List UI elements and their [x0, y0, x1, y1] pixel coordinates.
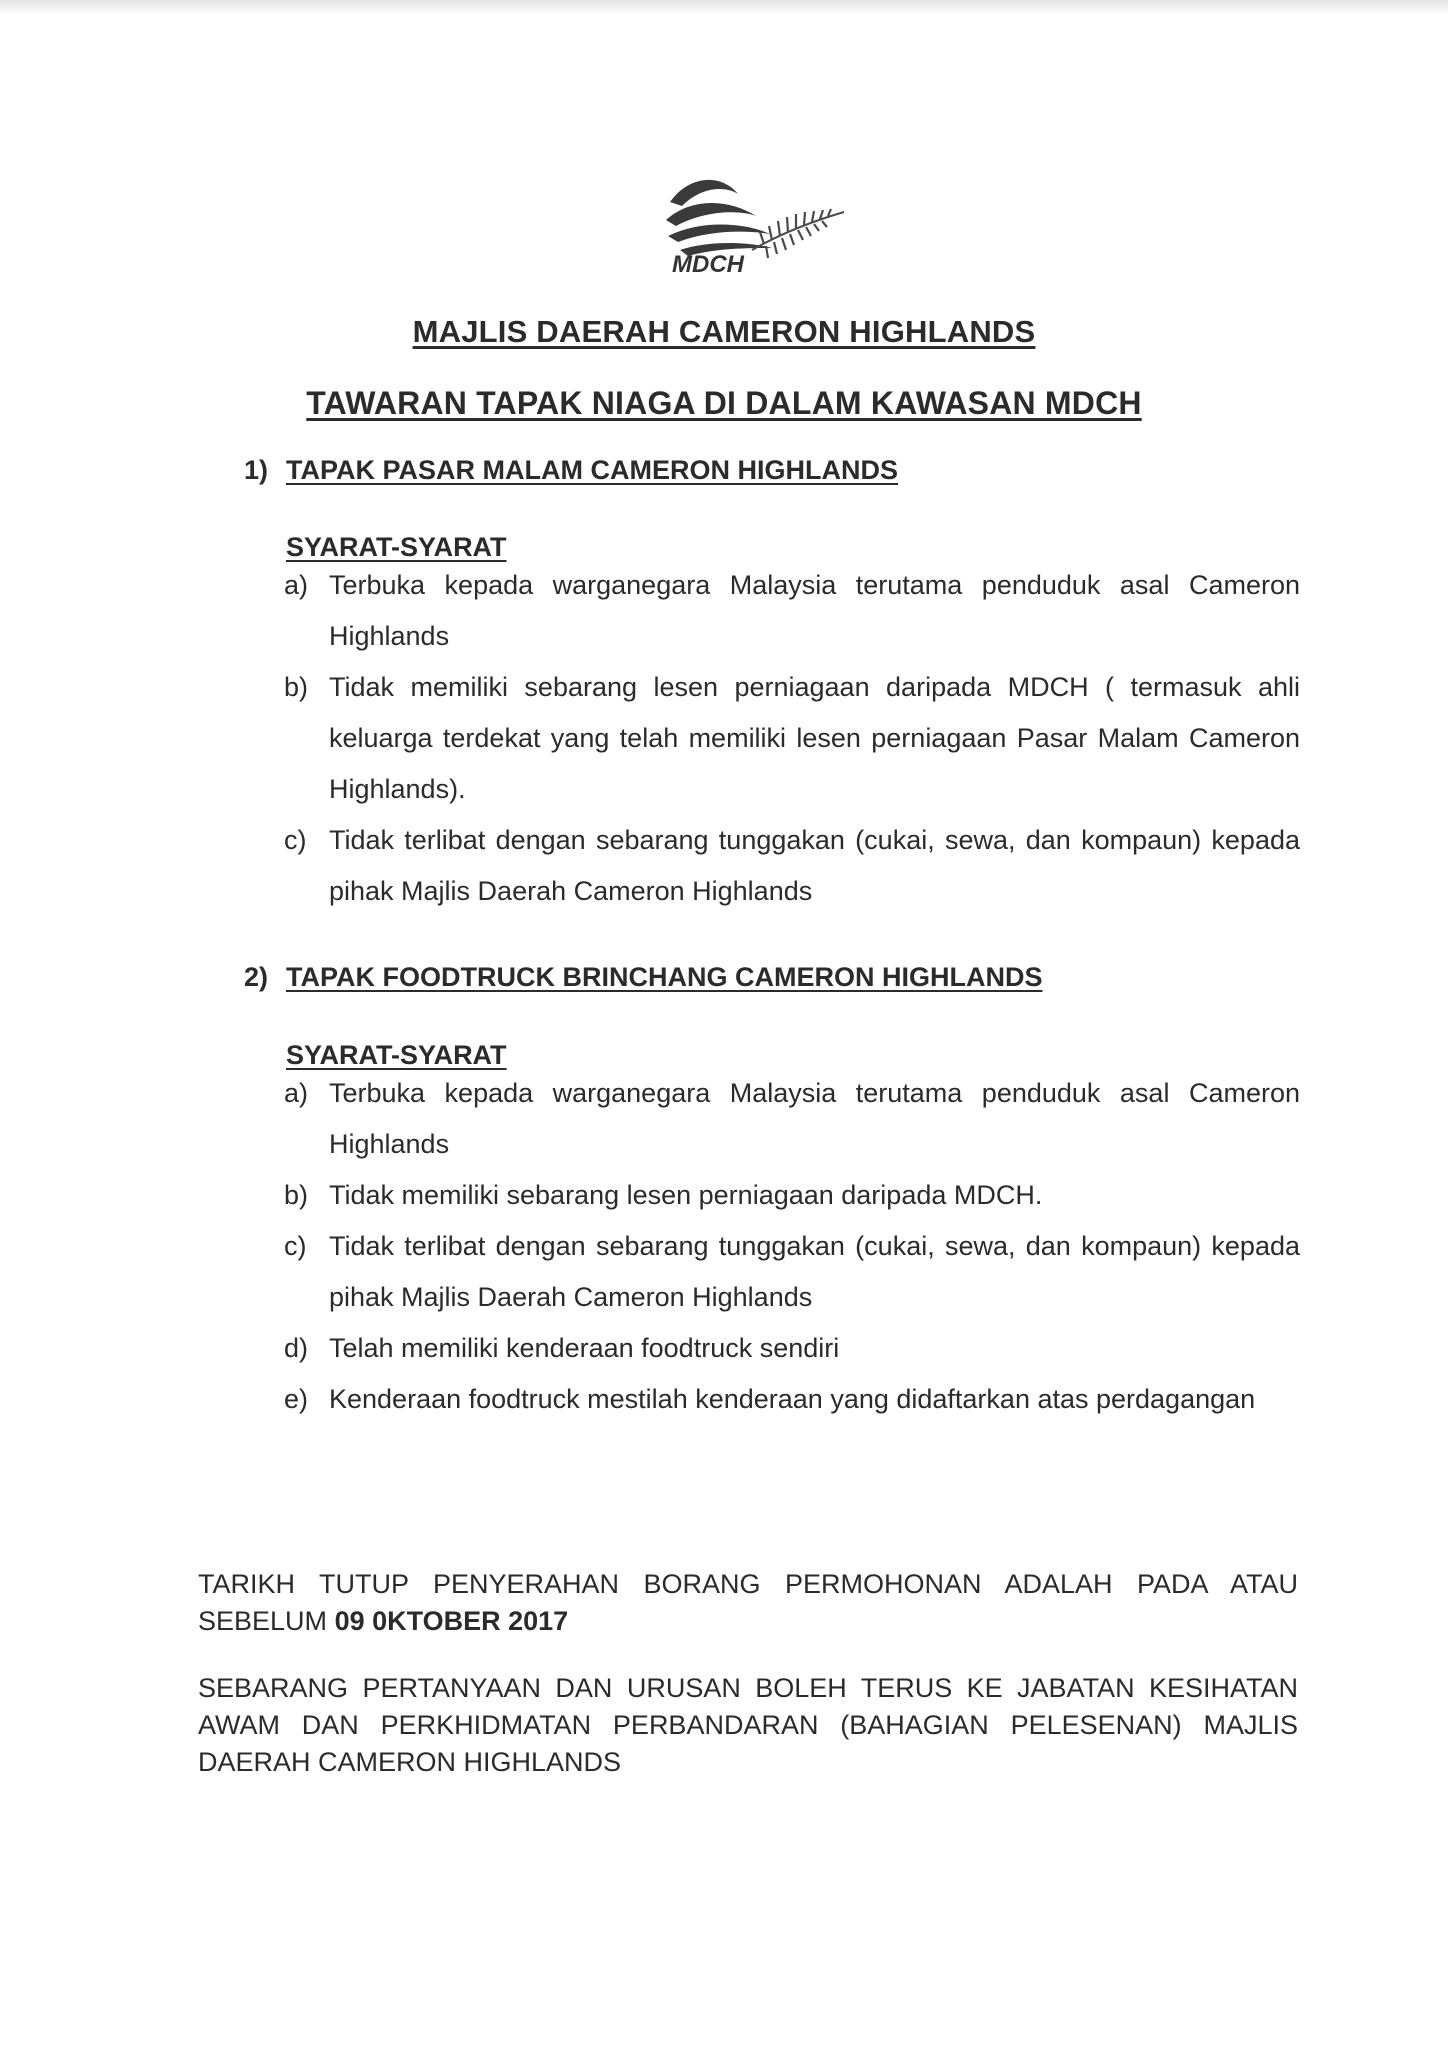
closing-deadline-date: 09 0KTOBER 2017	[334, 1606, 569, 1636]
condition-marker: c)	[284, 1231, 307, 1261]
condition-text: Kenderaan foodtruck mestilah kenderaan yang didaftarkan atas perdagangan	[329, 1384, 1256, 1414]
mdch-logo	[660, 168, 850, 280]
condition-item	[284, 1323, 1300, 1374]
closing-enquiry: SEBARANG PERTANYAAN DAN URUSAN BOLEH TERUS KE JABATAN KESIHATAN AWAM DAN PERKHIDMATAN PERBANDARAN (BAHAGIAN PELESENAN) MAJLIS DAERAH CAMERON HIGHLANDS	[198, 1673, 1298, 1777]
condition-text: Tidak memiliki sebarang lesen perniagaan daripada MDCH ( termasuk ahli keluarga terdekat yang telah memiliki lesen perniagaan Pasar Malam Cameron Highlands).	[329, 672, 1300, 804]
condition-item	[284, 662, 1300, 815]
logo-wave-2	[666, 203, 756, 226]
closing-deadline-text: TARIKH TUTUP PENYERAHAN BORANG PERMOHONAN ADALAH PADA ATAU SEBELUM	[198, 1569, 1298, 1636]
section-2-heading	[244, 962, 1042, 993]
section-2-number: 2)	[244, 962, 269, 992]
scan-edge-shadow	[0, 0, 1448, 14]
condition-item	[284, 1170, 1300, 1221]
condition-marker: e)	[284, 1384, 309, 1414]
condition-item	[284, 1068, 1300, 1170]
condition-item	[284, 1374, 1300, 1425]
condition-text: Tidak terlibat dengan sebarang tunggakan (cukai, sewa, dan kompaun) kepada pihak Majlis Daerah Cameron Highlands	[329, 1231, 1300, 1312]
condition-marker: b)	[284, 672, 309, 702]
section-1-conditions-list	[284, 560, 1300, 917]
logo-wave-1	[670, 180, 738, 206]
logo-text: MDCH	[672, 251, 744, 278]
mdch-logo-graphic	[660, 168, 850, 280]
section-2-conditions-heading: SYARAT-SYARAT	[286, 1040, 507, 1070]
section-2-title: TAPAK FOODTRUCK BRINCHANG CAMERON HIGHLANDS	[286, 962, 1043, 992]
condition-marker: a)	[284, 570, 309, 600]
section-1-conditions-heading: SYARAT-SYARAT	[286, 532, 507, 562]
logo-wave-3	[668, 225, 770, 243]
section-1-number: 1)	[244, 455, 269, 485]
condition-item	[284, 815, 1300, 917]
section-1-title: TAPAK PASAR MALAM CAMERON HIGHLANDS	[286, 455, 898, 485]
closing-deadline	[198, 1566, 1298, 1640]
condition-text: Telah memiliki kenderaan foodtruck sendiri	[329, 1333, 840, 1363]
condition-text: Terbuka kepada warganegara Malaysia terutama penduduk asal Cameron Highlands	[329, 1078, 1300, 1159]
section-1-heading	[244, 455, 898, 486]
offer-title: TAWARAN TAPAK NIAGA DI DALAM KAWASAN MDCH	[306, 385, 1142, 421]
condition-marker: c)	[284, 825, 307, 855]
condition-marker: d)	[284, 1333, 309, 1363]
council-title: MAJLIS DAERAH CAMERON HIGHLANDS	[412, 314, 1036, 349]
condition-marker: a)	[284, 1078, 309, 1108]
condition-text: Terbuka kepada warganegara Malaysia terutama penduduk asal Cameron Highlands	[329, 570, 1300, 651]
logo-fern-leaves	[760, 209, 831, 258]
condition-item	[284, 560, 1300, 662]
condition-text: Tidak terlibat dengan sebarang tunggakan (cukai, sewa, dan kompaun) kepada pihak Majlis Daerah Cameron Highlands	[329, 825, 1300, 906]
condition-marker: b)	[284, 1180, 309, 1210]
condition-item	[284, 1221, 1300, 1323]
section-2-conditions-list	[284, 1068, 1300, 1425]
condition-text: Tidak memiliki sebarang lesen perniagaan daripada MDCH.	[329, 1180, 1043, 1210]
